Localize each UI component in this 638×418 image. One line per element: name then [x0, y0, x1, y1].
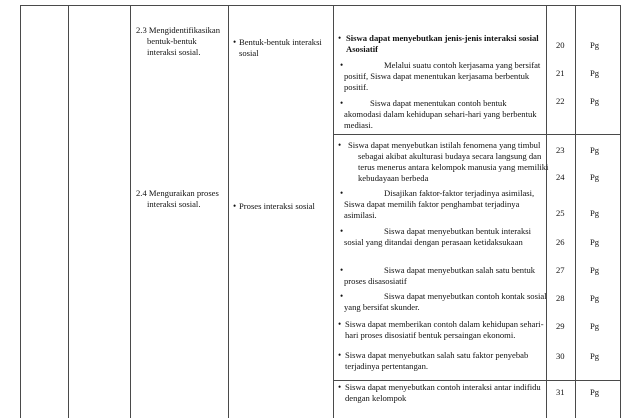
question-type: Pg: [590, 293, 600, 303]
indikator-line: hari proses disosiatif bentuk persaingan ekonomi.: [345, 330, 516, 340]
question-type: Pg: [590, 40, 600, 50]
indikator-line: Siswa dapat menyebutkan contoh interaksi antar indifidu: [345, 382, 541, 392]
indikator-line: Siswa dapat menyebutkan istilah fenomena yang timbul: [348, 140, 541, 150]
indikator-line: Siswa dapat menyebutkan salah satu bentuk: [384, 265, 536, 275]
bullet-icon: •: [340, 188, 344, 198]
bullet-icon: •: [233, 37, 237, 47]
indikator-line: positif.: [344, 82, 369, 92]
indikator-line: terus menerus antara kelompok manusia yang memiliki: [358, 162, 549, 172]
question-number: 30: [556, 351, 565, 361]
question-type: Pg: [590, 321, 600, 331]
question-type: Pg: [590, 68, 600, 78]
col-border-2: [130, 5, 131, 418]
indikator-line: yang bersifat skunder.: [344, 302, 420, 312]
question-number: 29: [556, 321, 565, 331]
question-number: 31: [556, 387, 565, 397]
indikator-line: Siswa dapat menyebutkan bentuk interaksi: [384, 226, 532, 236]
col-border-3: [228, 5, 229, 418]
question-type: Pg: [590, 387, 600, 397]
bullet-icon: •: [340, 291, 344, 301]
indikator-line: kebudayaan berbeda: [358, 173, 429, 183]
indikator-line: Siswa dapat memberikan contoh dalam kehidupan sehari-: [345, 319, 544, 329]
col-border-4: [333, 5, 334, 418]
bullet-icon: •: [340, 226, 344, 236]
question-number: 20: [556, 40, 565, 50]
indikator-line: asimilasi.: [344, 210, 377, 220]
indikator-line: akomodasi dalam kehidupan sehari-hari yang berbentuk: [344, 109, 537, 119]
materi-line: Bentuk-bentuk interaksi: [239, 37, 322, 47]
bullet-icon: •: [340, 60, 344, 70]
bullet-icon: •: [233, 201, 237, 211]
question-type: Pg: [590, 265, 600, 275]
question-number: 24: [556, 172, 565, 182]
col-border-5: [546, 5, 547, 418]
question-type: Pg: [590, 172, 600, 182]
question-type: Pg: [590, 237, 600, 247]
indikator-line: Siswa dapat menyebutkan salah satu faktor penyebab: [345, 350, 529, 360]
indikator-line: Siswa dapat menentukan contoh bentuk: [370, 98, 507, 108]
bullet-icon: •: [338, 33, 342, 43]
bullet-icon: •: [338, 382, 342, 392]
indikator-line: proses disasosiatif: [344, 276, 407, 286]
col-border-7: [620, 5, 621, 418]
materi-line: Proses interaksi sosial: [239, 201, 315, 211]
materi-line: sosial: [239, 48, 259, 58]
indikator-line: positif, Siswa dapat menentukan kerjasama berbentuk: [344, 71, 530, 81]
row-separator: [333, 380, 620, 381]
kd-line: 2.3 Mengidentifikasikan: [136, 25, 221, 35]
indikator-line: Disajikan faktor-faktor terjadinya asimilasi,: [384, 188, 535, 198]
bullet-icon: •: [340, 265, 344, 275]
question-number: 22: [556, 96, 565, 106]
bullet-icon: •: [338, 140, 342, 150]
indikator-line: Siswa dapat menyebutkan contoh kontak sosial: [384, 291, 547, 301]
question-type: Pg: [590, 96, 600, 106]
indikator-line: sebagai akibat akulturasi budaya secara langsung dan: [358, 151, 542, 161]
bullet-icon: •: [338, 319, 342, 329]
indikator-line: Asosiatif: [346, 44, 378, 54]
kd-line: 2.4 Menguraikan proses: [136, 188, 219, 198]
question-type: Pg: [590, 208, 600, 218]
indikator-line: Melalui suatu contoh kerjasama yang bersifat: [384, 60, 541, 70]
question-number: 28: [556, 293, 565, 303]
question-number: 25: [556, 208, 565, 218]
kd-line: bentuk-bentuk: [147, 36, 197, 46]
bullet-icon: •: [340, 98, 344, 108]
row-separator: [333, 134, 620, 135]
question-type: Pg: [590, 145, 600, 155]
indikator-line: terjadinya pertentangan.: [345, 361, 429, 371]
col-border-0: [20, 5, 21, 418]
col-border-1: [68, 5, 69, 418]
question-number: 21: [556, 68, 565, 78]
question-number: 27: [556, 265, 565, 275]
kd-line: interaksi sosial.: [147, 47, 201, 57]
col-border-6: [575, 5, 576, 418]
question-number: 26: [556, 237, 565, 247]
table-top-border: [20, 5, 621, 6]
indikator-line: sosial yang ditandai dengan perasaan ketidaksukaan: [344, 237, 523, 247]
indikator-line: Siswa dapat menyebutkan jenis-jenis interaksi sosial: [346, 33, 539, 43]
indikator-line: dengan kelompok: [345, 393, 407, 403]
question-type: Pg: [590, 351, 600, 361]
kd-line: interaksi sosial.: [147, 199, 201, 209]
indikator-line: Siswa dapat memilih faktor penghambat terjadinya: [344, 199, 520, 209]
question-number: 23: [556, 145, 565, 155]
indikator-line: mediasi.: [344, 120, 373, 130]
bullet-icon: •: [338, 350, 342, 360]
